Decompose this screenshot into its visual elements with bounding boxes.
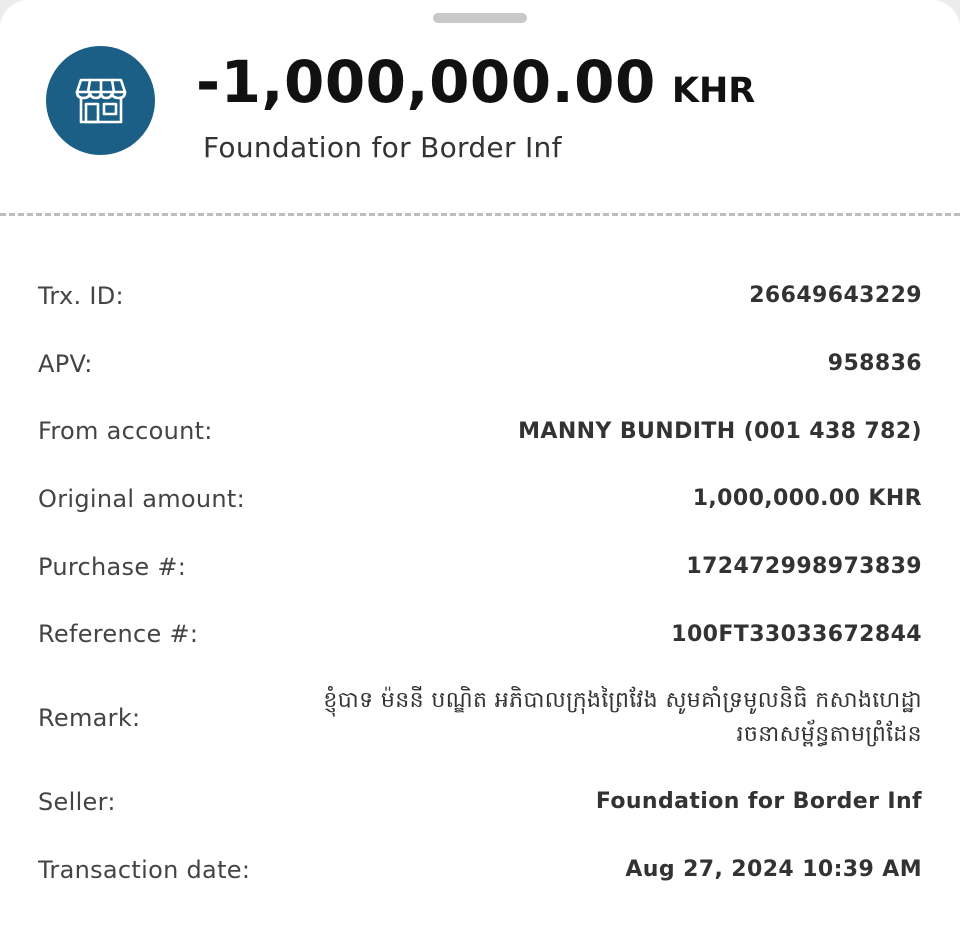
amount-value: -1,000,000.00 [196, 48, 656, 116]
detail-row-purchase [38, 533, 922, 601]
amount-row [196, 48, 755, 128]
transaction-date-value: Aug 27, 2024 10:39 AM [625, 857, 922, 883]
purchase-value: 172472998973839 [686, 554, 922, 580]
original-amount-value: 1,000,000.00 KHR [692, 486, 922, 512]
apv-value: 958836 [827, 351, 922, 377]
trx-id-label: Trx. ID: [38, 281, 124, 310]
apv-label: APV: [38, 349, 93, 378]
from-account-value: MANNY BUNDITH (001 438 782) [518, 418, 922, 444]
seller-value: Foundation for Border Inf [595, 789, 922, 815]
seller-label: Seller: [38, 787, 116, 816]
detail-row-from-account [38, 397, 922, 465]
detail-row-apv [38, 330, 922, 398]
dashed-divider [0, 213, 960, 216]
detail-row-original-amount [38, 465, 922, 533]
sheet-drag-handle[interactable] [433, 13, 527, 23]
transaction-date-label: Transaction date: [38, 855, 251, 884]
store-icon [75, 77, 127, 125]
trx-id-value: 26649643229 [749, 283, 922, 309]
detail-row-reference [38, 600, 922, 668]
detail-row-transaction-date [38, 836, 922, 904]
merchant-avatar [46, 46, 155, 155]
from-account-label: From account: [38, 417, 213, 446]
reference-label: Reference #: [38, 620, 199, 649]
detail-row-remark [38, 668, 922, 768]
remark-value: ខ្ញុំបាទ ម៉ននី បណ្ឌិត អភិបាលក្រុងព្រៃវែង សូមគាំទ្រមូលនិធិ កសាងហេដ្ឋារចនាសម្ព័ន្ធតាមព្រំដែន [323, 688, 922, 748]
detail-row-trx-id [38, 262, 922, 330]
amount-currency: KHR [671, 71, 756, 111]
merchant-name: Foundation for Border Inf [203, 131, 562, 164]
remark-label: Remark: [38, 704, 141, 733]
reference-value: 100FT33033672844 [671, 621, 922, 647]
purchase-label: Purchase #: [38, 552, 187, 581]
transaction-details [38, 262, 922, 904]
detail-row-seller [38, 768, 922, 836]
original-amount-label: Original amount: [38, 484, 246, 513]
